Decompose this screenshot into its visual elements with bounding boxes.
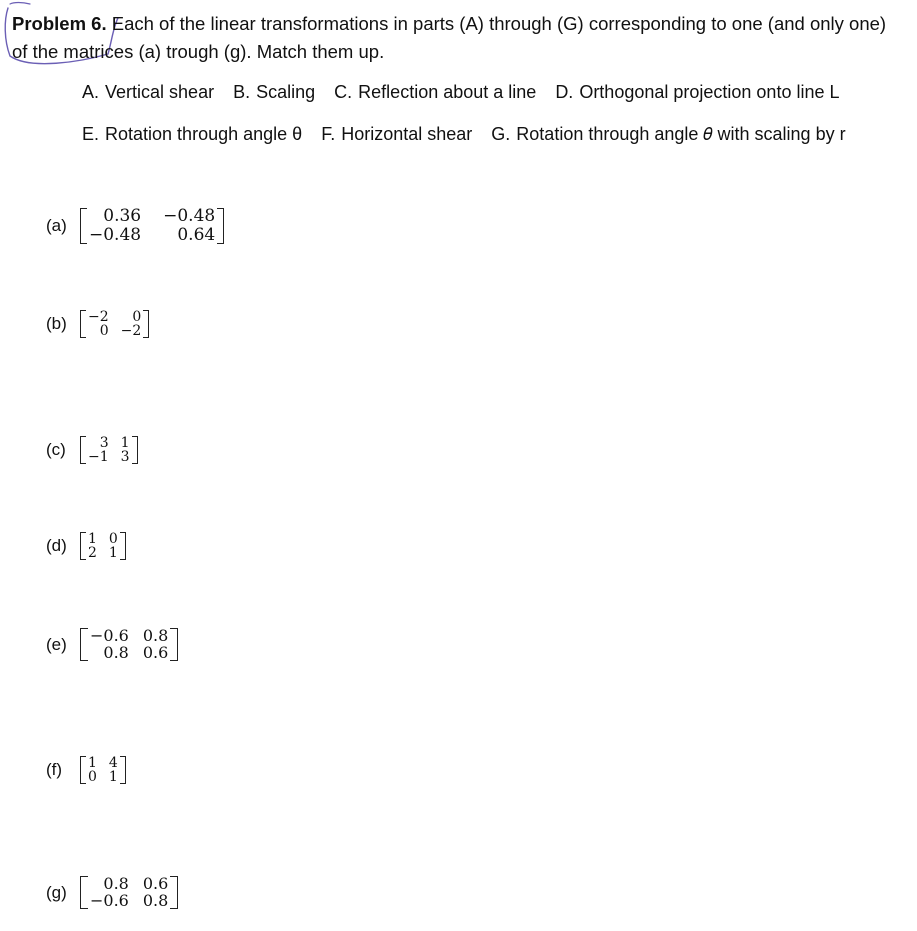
- matrix-label: (f): [46, 760, 63, 779]
- matrix-item-g: [46, 876, 178, 909]
- matrix-cell: 0: [99, 323, 109, 339]
- choices-row-2: [82, 124, 860, 145]
- matrix-cell: 0.6: [142, 643, 169, 662]
- matrix-cell: 2: [88, 545, 97, 561]
- choice-b: B. Scaling: [233, 82, 316, 102]
- matrix-cell: 1: [108, 769, 118, 785]
- matrix-cell: −0.48: [89, 225, 142, 245]
- right-bracket: [143, 310, 149, 338]
- right-bracket: [170, 628, 178, 661]
- right-bracket: [132, 436, 138, 464]
- matrix-cell: 0.8: [103, 643, 129, 662]
- matrix-cell: 0.8: [142, 626, 169, 645]
- matrix-cell: 1: [88, 531, 97, 547]
- choice-a: A. Vertical shear: [82, 82, 215, 102]
- matrix-item-a: [46, 208, 224, 244]
- problem-text: Each of the linear transformations in parts (A) through (G) corresponding to one (and only one) of the matrices (a) trough (g). Match them up.: [12, 13, 887, 62]
- matrix: [80, 436, 138, 464]
- matrix-label: (g): [46, 882, 67, 902]
- matrix: [80, 876, 178, 909]
- choice-f: F. Horizontal shear: [321, 124, 473, 144]
- left-bracket: [80, 208, 87, 244]
- right-bracket: [217, 208, 224, 244]
- matrix-cell: 0.64: [177, 225, 216, 245]
- choices-row-1: [82, 82, 854, 103]
- matrix-label: (d): [46, 536, 67, 555]
- matrix-cell: −0.6: [90, 891, 129, 910]
- choice-e: E. Rotation through angle θ: [82, 124, 303, 144]
- matrix-item-c: [46, 436, 138, 464]
- matrix-cell: −2: [88, 309, 109, 325]
- left-bracket: [80, 628, 88, 661]
- problem-number: Problem 6.: [12, 13, 107, 34]
- right-bracket: [170, 876, 178, 909]
- matrix-cell: 0.8: [142, 891, 169, 910]
- matrix-cell: 0.36: [103, 206, 142, 226]
- matrix-cell: 0: [108, 531, 118, 547]
- matrix: [80, 756, 126, 784]
- matrix-cell: 0: [88, 769, 97, 785]
- choice-c: C. Reflection about a line: [334, 82, 537, 102]
- matrix: [80, 208, 224, 244]
- matrix-cell: 0: [132, 309, 142, 325]
- matrix-cell: 1: [88, 755, 97, 771]
- right-bracket: [120, 756, 126, 784]
- matrix: [80, 310, 149, 338]
- matrix-cell: 0.8: [103, 874, 129, 893]
- matrix-item-b: [46, 310, 149, 338]
- matrix-cell: 3: [120, 449, 130, 465]
- problem-statement: [12, 10, 892, 66]
- matrix-cell: 3: [99, 435, 109, 451]
- matrix-cell: 4: [108, 755, 118, 771]
- matrix-cell: 1: [108, 545, 118, 561]
- right-bracket: [120, 532, 126, 560]
- matrix-label: (e): [46, 634, 67, 654]
- matrix-cell: −1: [88, 449, 109, 465]
- left-bracket: [80, 876, 88, 909]
- matrix-item-f: [46, 756, 126, 784]
- matrix-item-d: [46, 532, 126, 560]
- matrix-cell: −0.48: [163, 206, 216, 226]
- matrix-label: (c): [46, 440, 66, 459]
- matrix-cell: −2: [120, 323, 142, 339]
- matrix-cell: −0.6: [90, 626, 129, 645]
- matrix: [80, 532, 126, 560]
- matrix: [80, 628, 178, 661]
- matrix-cell: 0.6: [142, 874, 169, 893]
- choice-d: D. Orthogonal projection onto line L: [555, 82, 840, 102]
- matrix-label: (b): [46, 314, 67, 333]
- matrix-label: (a): [46, 216, 67, 235]
- choice-g: G. Rotation through angle 𝜃 with scaling by r: [491, 124, 846, 144]
- matrix-cell: 1: [120, 435, 130, 451]
- matrix-item-e: [46, 628, 178, 661]
